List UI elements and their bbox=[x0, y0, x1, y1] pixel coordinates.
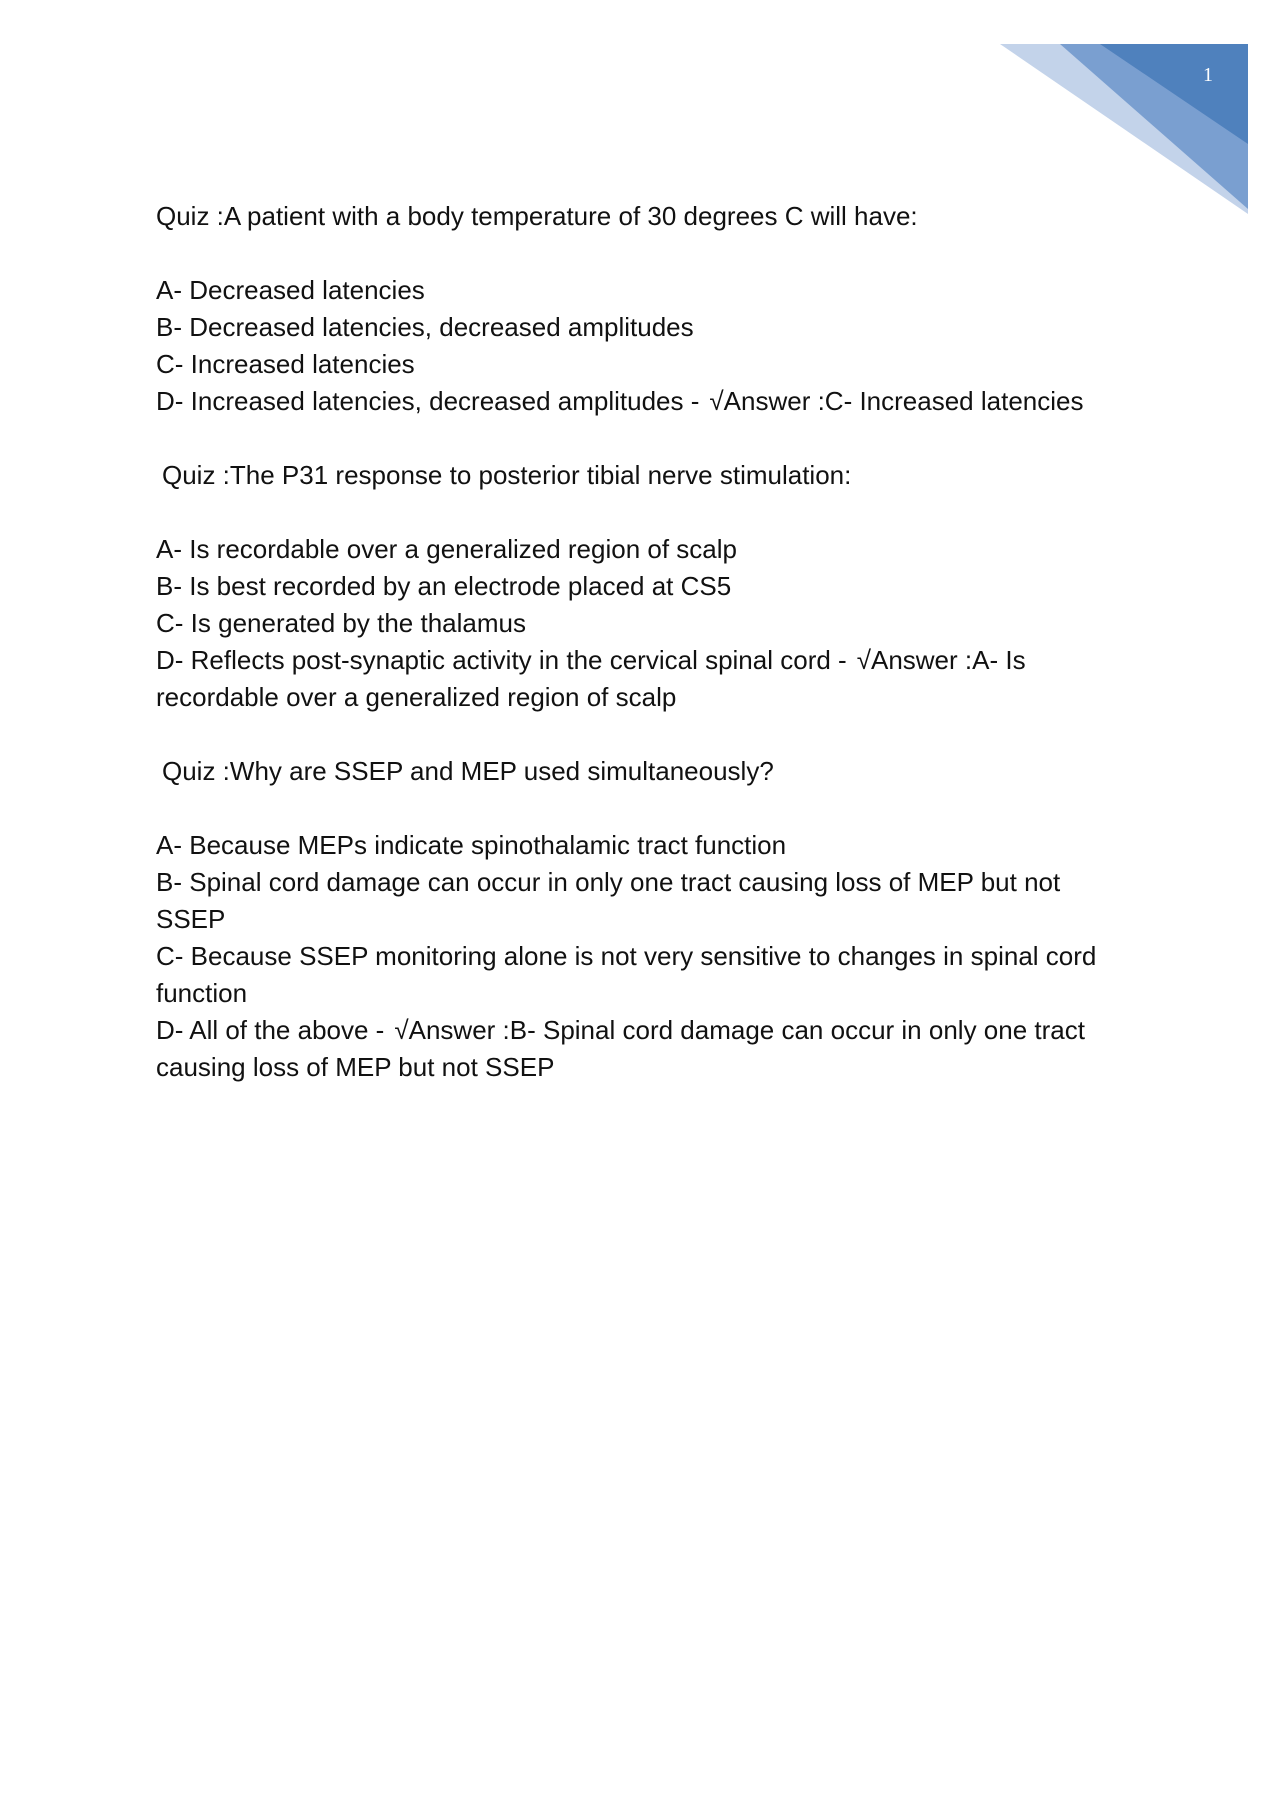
quiz-option-with-answer bbox=[156, 1012, 1136, 1086]
quiz-question: Quiz :Why are SSEP and MEP used simultaneously? bbox=[162, 756, 774, 786]
quiz-option: A- Is recordable over a generalized region of scalp bbox=[156, 534, 737, 564]
quiz-item bbox=[156, 457, 1136, 716]
quiz-item bbox=[156, 198, 1136, 420]
quiz-option-with-answer bbox=[156, 383, 1136, 420]
quiz-answer: √Answer :A- Is recordable over a generalized region of scalp bbox=[156, 645, 1026, 712]
quiz-question: Quiz :The P31 response to posterior tibial nerve stimulation: bbox=[162, 460, 852, 490]
quiz-answer: √Answer :B- Spinal cord damage can occur in only one tract causing loss of MEP but not SSEP bbox=[156, 1015, 1085, 1082]
quiz-item bbox=[156, 753, 1136, 1086]
quiz-option: C- Is generated by the thalamus bbox=[156, 608, 526, 638]
quiz-option: B- Spinal cord damage can occur in only one tract causing loss of MEP but not SSEP bbox=[156, 867, 1061, 934]
quiz-option-with-answer bbox=[156, 642, 1136, 716]
quiz-option: D- Increased latencies, decreased amplitudes - bbox=[156, 386, 700, 416]
quiz-option: A- Decreased latencies bbox=[156, 275, 425, 305]
quiz-option: A- Because MEPs indicate spinothalamic tract function bbox=[156, 830, 787, 860]
quiz-question: Quiz :A patient with a body temperature of 30 degrees C will have: bbox=[156, 201, 918, 231]
quiz-option: B- Is best recorded by an electrode placed at CS5 bbox=[156, 571, 732, 601]
quiz-option: D- All of the above - bbox=[156, 1015, 385, 1045]
quiz-option: D- Reflects post-synaptic activity in the cervical spinal cord - bbox=[156, 645, 847, 675]
page-number: 1 bbox=[1203, 64, 1213, 86]
quiz-option: C- Because SSEP monitoring alone is not very sensitive to changes in spinal cord function bbox=[156, 941, 1097, 1008]
quiz-answer: √Answer :C- Increased latencies bbox=[709, 386, 1084, 416]
quiz-option: C- Increased latencies bbox=[156, 349, 415, 379]
quiz-option: B- Decreased latencies, decreased amplitudes bbox=[156, 312, 694, 342]
quiz-content bbox=[156, 198, 1136, 1123]
